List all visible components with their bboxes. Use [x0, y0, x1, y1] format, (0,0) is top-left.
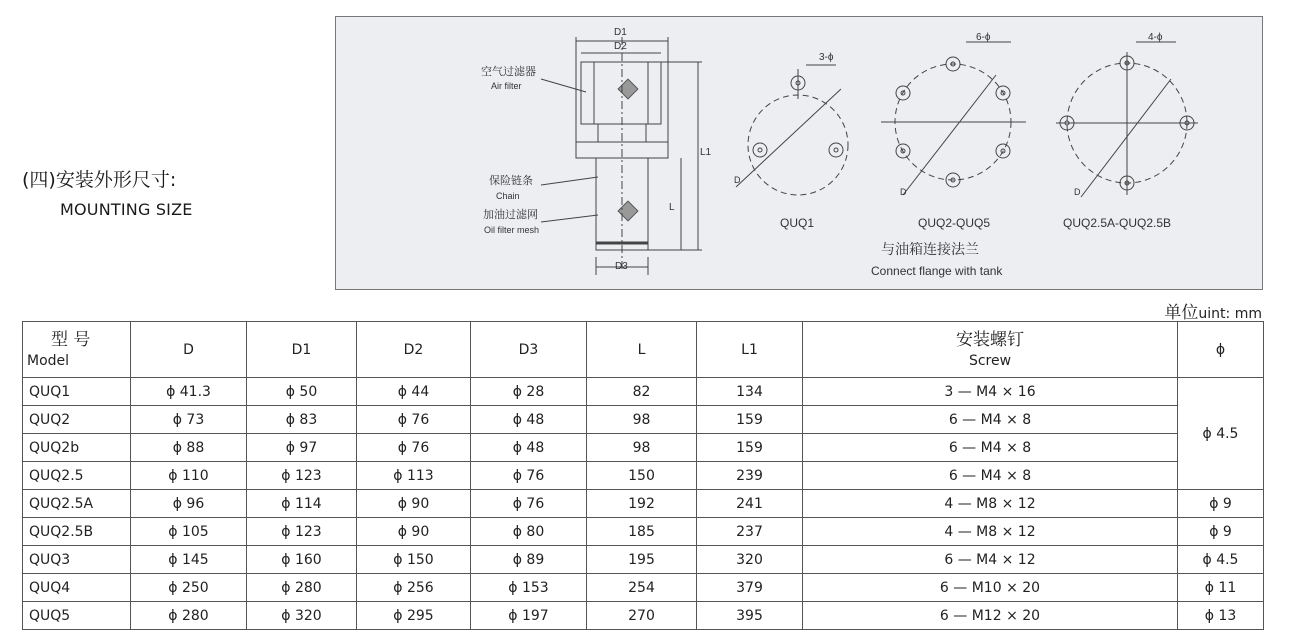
cell-d2: ϕ 76	[357, 434, 471, 462]
unit-label-en: uint: mm	[1198, 306, 1262, 322]
cell-d1: ϕ 114	[247, 490, 357, 518]
cell-screw: 4 — M8 × 12	[803, 518, 1178, 546]
cell-l: 192	[587, 490, 697, 518]
cell-model: QUQ2.5	[23, 462, 131, 490]
flange3-label: QUQ2.5A-QUQ2.5B	[1063, 216, 1172, 230]
oil-mesh-label-en: Oil filter mesh	[484, 225, 540, 235]
cell-l1: 241	[697, 490, 803, 518]
cell-d2: ϕ 90	[357, 518, 471, 546]
cell-d: ϕ 96	[131, 490, 247, 518]
cell-l1: 159	[697, 406, 803, 434]
cell-d: ϕ 41.3	[131, 378, 247, 406]
cell-d1: ϕ 123	[247, 462, 357, 490]
flange2-label: QUQ2-QUQ5	[918, 216, 991, 230]
cell-d2: ϕ 113	[357, 462, 471, 490]
header-model	[23, 322, 131, 378]
flange1-label: QUQ1	[780, 216, 815, 230]
table-row	[23, 378, 1264, 406]
cell-l: 185	[587, 518, 697, 546]
flange-caption-en: Connect flange with tank	[871, 264, 1003, 278]
cell-d3: ϕ 89	[471, 546, 587, 574]
table-row	[23, 490, 1264, 518]
cell-phi: ϕ 9	[1178, 490, 1264, 518]
cell-screw: 6 — M12 × 20	[803, 602, 1178, 630]
cell-d3: ϕ 76	[471, 490, 587, 518]
cell-l1: 239	[697, 462, 803, 490]
header-model-en: Model	[27, 352, 70, 369]
cell-l1: 134	[697, 378, 803, 406]
table-row	[23, 546, 1264, 574]
cell-screw: 3 — M4 × 16	[803, 378, 1178, 406]
cell-l: 270	[587, 602, 697, 630]
air-filter-cap-shape	[581, 62, 661, 124]
cell-d2: ϕ 44	[357, 378, 471, 406]
cell-phi: ϕ 11	[1178, 574, 1264, 602]
header-screw-cn: 安装螺钉	[956, 329, 1024, 350]
table-row	[23, 518, 1264, 546]
cell-model: QUQ2b	[23, 434, 131, 462]
cell-d: ϕ 250	[131, 574, 247, 602]
flange3-d-label: D	[1074, 187, 1081, 197]
drawing-lines	[336, 17, 1264, 291]
table-row	[23, 462, 1264, 490]
table-row	[23, 574, 1264, 602]
cell-d: ϕ 280	[131, 602, 247, 630]
cell-d: ϕ 145	[131, 546, 247, 574]
cell-d2: ϕ 256	[357, 574, 471, 602]
cell-d2: ϕ 295	[357, 602, 471, 630]
cell-l1: 159	[697, 434, 803, 462]
cell-model: QUQ2	[23, 406, 131, 434]
cell-d3: ϕ 80	[471, 518, 587, 546]
section-title-cn: (四)安装外形尺寸:	[22, 169, 177, 191]
cell-l1: 395	[697, 602, 803, 630]
flange2-d-label: D	[900, 187, 907, 197]
header-d1: D1	[247, 322, 357, 378]
header-d2: D2	[357, 322, 471, 378]
cell-d1: ϕ 97	[247, 434, 357, 462]
cell-screw: 6 — M4 × 8	[803, 462, 1178, 490]
cell-d: ϕ 88	[131, 434, 247, 462]
unit-label	[1164, 298, 1262, 323]
cell-phi: ϕ 9	[1178, 518, 1264, 546]
dim-d3-label: D3	[615, 261, 628, 272]
cell-d1: ϕ 83	[247, 406, 357, 434]
cell-d3: ϕ 48	[471, 434, 587, 462]
mounting-drawing	[335, 16, 1263, 290]
dim-d1-label: D1	[614, 27, 627, 38]
cell-screw: 6 — M10 × 20	[803, 574, 1178, 602]
table-row	[23, 406, 1264, 434]
unit-label-cn: 单位	[1164, 303, 1199, 323]
dim-l1-label: L1	[700, 147, 712, 158]
cell-l: 98	[587, 434, 697, 462]
cell-phi: ϕ 13	[1178, 602, 1264, 630]
header-screw-en: Screw	[968, 352, 1012, 369]
flange1-holes-label: 3-ϕ	[819, 52, 834, 63]
dim-l-label: L	[669, 202, 675, 213]
chain-label-cn: 保险链条	[489, 175, 533, 187]
cell-d3: ϕ 28	[471, 378, 587, 406]
cell-d3: ϕ 76	[471, 462, 587, 490]
header-d: D	[131, 322, 247, 378]
cell-phi: ϕ 4.5	[1178, 546, 1264, 574]
cell-d1: ϕ 123	[247, 518, 357, 546]
cell-l1: 379	[697, 574, 803, 602]
cell-d3: ϕ 48	[471, 406, 587, 434]
table-row	[23, 434, 1264, 462]
dim-d2-label: D2	[614, 41, 627, 52]
oil-mesh-label-cn: 加油过滤网	[483, 209, 538, 221]
cell-d2: ϕ 76	[357, 406, 471, 434]
cell-d: ϕ 73	[131, 406, 247, 434]
cell-model: QUQ2.5B	[23, 518, 131, 546]
cell-d3: ϕ 153	[471, 574, 587, 602]
air-filter-label-en: Air filter	[491, 81, 522, 91]
cell-l: 254	[587, 574, 697, 602]
header-l1: L1	[697, 322, 803, 378]
cell-d1: ϕ 320	[247, 602, 357, 630]
cell-phi-merged: ϕ 4.5	[1178, 378, 1264, 490]
header-d3: D3	[471, 322, 587, 378]
flange-caption-cn: 与油箱连接法兰	[881, 241, 979, 257]
cell-d1: ϕ 280	[247, 574, 357, 602]
section-title-en: MOUNTING SIZE	[60, 200, 193, 219]
cell-l1: 237	[697, 518, 803, 546]
cell-d3: ϕ 197	[471, 602, 587, 630]
header-screw	[803, 322, 1178, 378]
cell-screw: 6 — M4 × 8	[803, 434, 1178, 462]
cell-l: 195	[587, 546, 697, 574]
cell-d: ϕ 105	[131, 518, 247, 546]
cell-screw: 6 — M4 × 12	[803, 546, 1178, 574]
cell-model: QUQ2.5A	[23, 490, 131, 518]
cell-screw: 6 — M4 × 8	[803, 406, 1178, 434]
header-model-cn: 型 号	[51, 329, 91, 350]
header-phi: ϕ	[1178, 322, 1264, 378]
cell-d2: ϕ 150	[357, 546, 471, 574]
cell-d: ϕ 110	[131, 462, 247, 490]
cell-model: QUQ5	[23, 602, 131, 630]
mounting-size-table	[22, 321, 1264, 630]
cell-l: 82	[587, 378, 697, 406]
cell-screw: 4 — M8 × 12	[803, 490, 1178, 518]
cell-l: 98	[587, 406, 697, 434]
cell-l: 150	[587, 462, 697, 490]
table-row	[23, 602, 1264, 630]
header-l: L	[587, 322, 697, 378]
air-filter-label-cn: 空气过滤器	[481, 66, 536, 78]
cell-model: QUQ1	[23, 378, 131, 406]
flange3-holes-label: 4-ϕ	[1148, 32, 1163, 43]
cell-d1: ϕ 160	[247, 546, 357, 574]
cell-model: QUQ4	[23, 574, 131, 602]
cell-d2: ϕ 90	[357, 490, 471, 518]
cell-d1: ϕ 50	[247, 378, 357, 406]
table-header-row	[23, 322, 1264, 378]
cell-model: QUQ3	[23, 546, 131, 574]
flange2-holes-label: 6-ϕ	[976, 32, 991, 43]
flange1-d-label: D	[734, 175, 741, 185]
cell-l1: 320	[697, 546, 803, 574]
chain-label-en: Chain	[496, 191, 520, 201]
